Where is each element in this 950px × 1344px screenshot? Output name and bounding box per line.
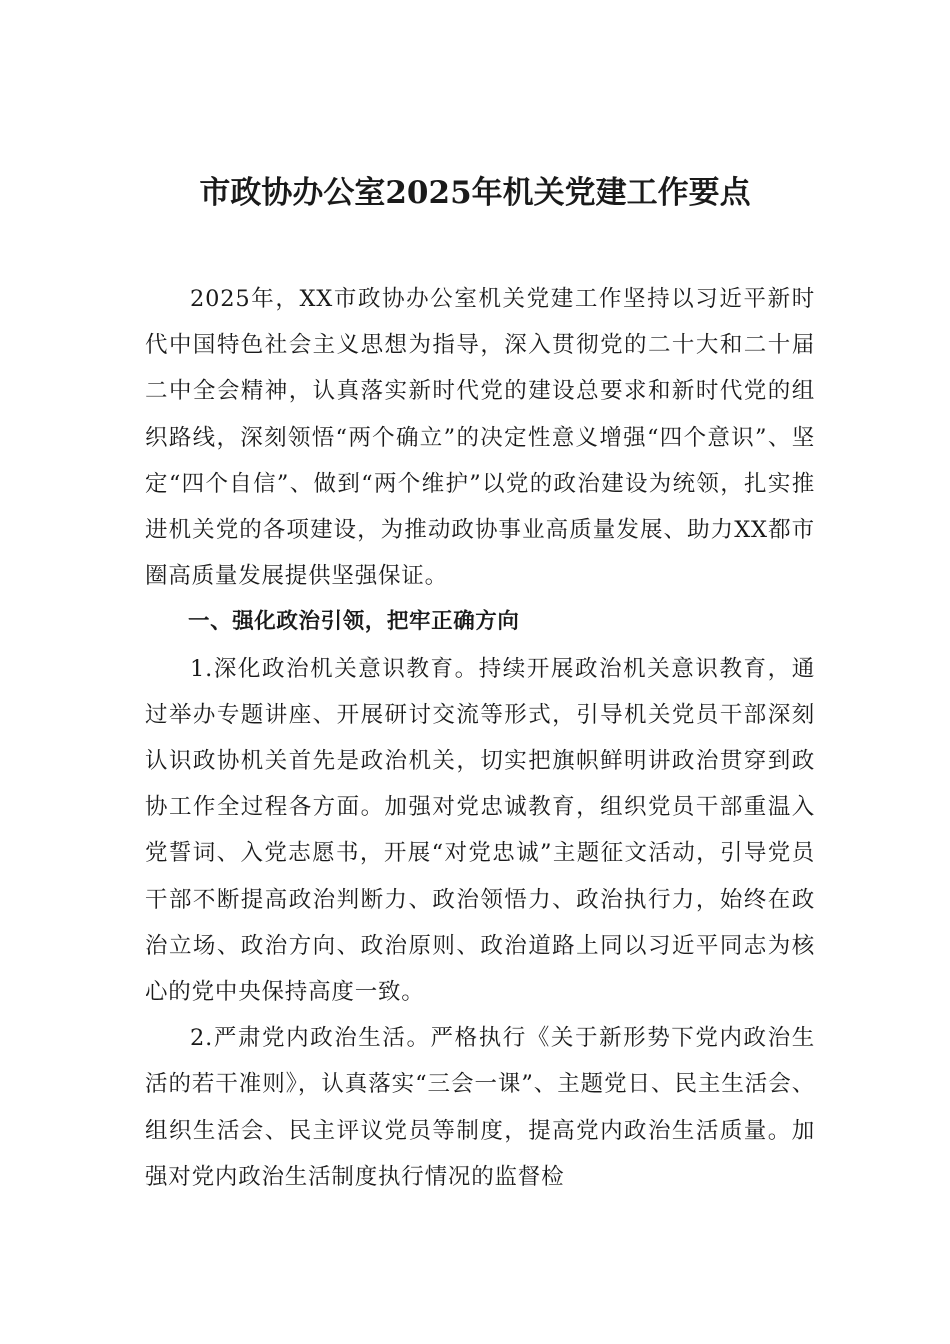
item-paragraph-2: 2.严肃党内政治生活。严格执行《关于新形势下党内政治生活的若干准则》，认真落实“三会一课”、主题党日、民主生活会、组织生活会、民主评议党员等制度，提高党内政治生活质量。加强对党内政治生活制度执行情况的监督检 <box>145 1025 815 1190</box>
intro-paragraph: 2025年，XX市政协办公室机关党建工作坚持以习近平新时代中国特色社会主义思想为指导，深入贯彻党的二十大和二十届二中全会精神，认真落实新时代党的建设总要求和新时代党的组织路线，深刻领悟“两个确立”的决定性意义增强“四个意识”、坚定“四个自信”、做到“两个维护”以党的政治建设为统领，扎实推进机关党的各项建设，为推动政协事业高质量发展、助力XX都市圈高质量发展提供坚强保证。 <box>145 286 815 590</box>
section-heading-1: 一、强化政治引领，把牢正确方向 <box>188 609 520 635</box>
document-title: 市政协办公室2025年机关党建工作要点 <box>199 175 751 211</box>
document-body <box>145 276 815 1200</box>
item-paragraph-1: 1.深化政治机关意识教育。持续开展政治机关意识教育，通过举办专题讲座、开展研讨交流等形式，引导机关党员干部深刻认识政协机关首先是政治机关，切实把旗帜鲜明讲政治贯穿到政协工作全过程各方面。加强对党忠诚教育，组织党员干部重温入党誓词、入党志愿书，开展“对党忠诚”主题征文活动，引导党员干部不断提高政治判断力、政治领悟力、政治执行力，始终在政治立场、政治方向、政治原则、政治道路上同以习近平同志为核心的党中央保持高度一致。 <box>145 655 815 1006</box>
